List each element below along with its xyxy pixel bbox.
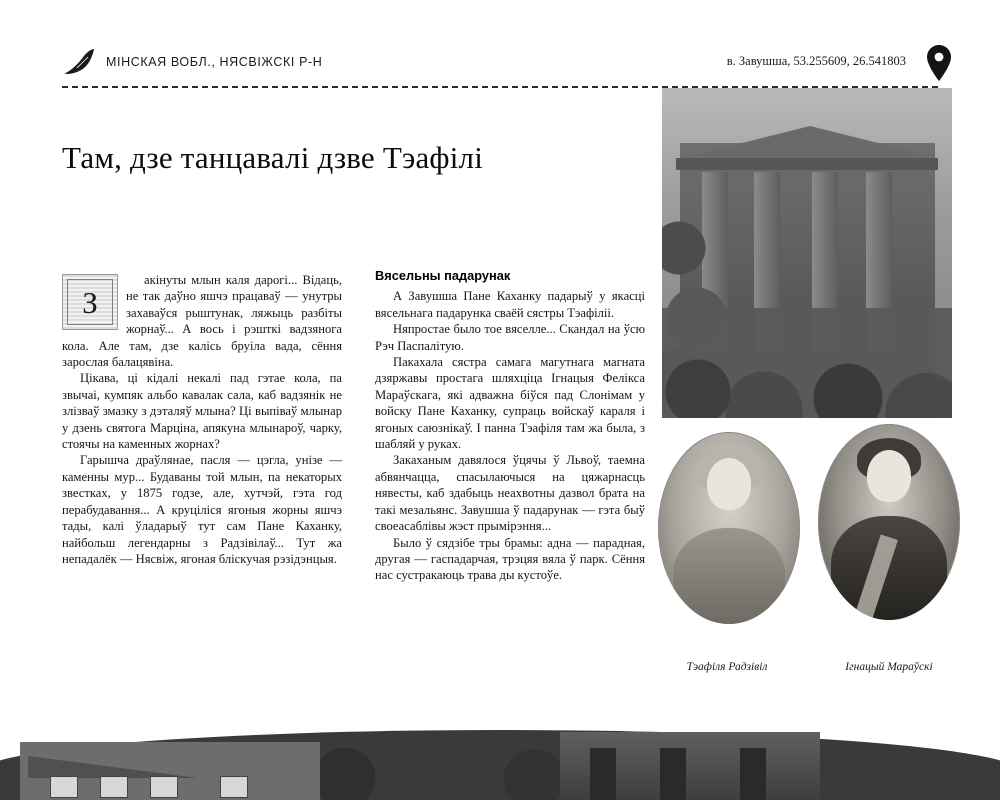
paragraph: Няпростае было тое вяселле... Скандал на ўсю Рэч Паспалітую.: [375, 322, 645, 353]
photo-caption: Ігнацый Мараўскі: [845, 661, 933, 673]
body-column-left: [62, 272, 342, 567]
drop-cap-stamp: [62, 274, 118, 330]
photo-opening: [660, 748, 686, 800]
photo-opening: [590, 748, 616, 800]
portrait-sash: [853, 534, 898, 620]
photo-pediment: [690, 126, 930, 156]
page-header: [62, 48, 952, 82]
paragraph: Цікава, ці кідалі некалі пад гэтае кола, па звычаі, кумпяк альбо кавалак сала, каб вадзянік не злізваў змазку з дэталяў млына? Ці выпіваў млынар у дзень святога Марціна, апякуна млынароў, чарку, стоячы на каменных жорнах?: [62, 371, 342, 452]
portrait-teafilia: [658, 432, 800, 624]
photo-window: [220, 776, 248, 798]
portrait-ignacy: [818, 424, 960, 620]
stamp-inner-frame: [67, 279, 113, 325]
photo-foliage: [662, 308, 952, 418]
photo-house: [20, 742, 320, 800]
photo-window: [50, 776, 78, 798]
landscape-ruins-photo: [0, 712, 1000, 800]
paragraph: Было ў сядзібе тры брамы: адна — парадная, другая — гаспадарчая, трэцяя вяла ў парк. Сёння нас сустракаюць трава ды кустоўе.: [375, 535, 645, 583]
photo-ruin: [560, 732, 820, 800]
location-label: в. Завушша, 53.255609, 26.541803: [726, 54, 906, 68]
paragraph: Гарышча драўлянае, пасля — цэгла, унізе — каменны мур... Будаваны той млын, па некаторых звестках, у 1875 годзе, але, хутчэй, гэта год перабудавання... А круціліся ягоныя жорны яшчэ тады, калі ўладарыў тут сам Пане Каханку, найбольш легендарны з Радзівілаў... Тут жа непадалёк — Нясвіж, ягоная бліскучая рэзідэнцыя.: [62, 453, 342, 566]
photo-cornice: [676, 158, 938, 170]
header-left-group: [62, 48, 322, 76]
paragraph: акінуты млын каля дарогі... Відаць, не так даўно яшчэ працаваў — унутры захаваўся рыштунак, ляжыць разбіты жорнаў... А вось і рэшткі вадзянога кола. Але там, дзе калісь бруіла вада, сёння зарослая балацявіна.: [62, 273, 342, 370]
portrait-uniform: [831, 516, 947, 620]
photo-roof: [28, 756, 198, 778]
paragraph: Закаханым давялося ўцячы ў Львоў, таемна абвянчацца, спасылаючыся на цяжарнасць нявесты, каб здабыць неахвотны дазвол брата на такі мезальянс. Завушша ў падарунак — гэта быў своеасаблівы жэст прымірэння...: [375, 453, 645, 534]
drop-cap-letter: З: [82, 284, 98, 320]
map-pin-icon: [926, 44, 952, 82]
region-label: МІНСКАЯ ВОБЛ., НЯСВІЖСКІ Р-Н: [106, 55, 323, 69]
portrait-dress: [673, 528, 785, 624]
body-column-right: [375, 268, 645, 584]
ruined-palace-photo: [662, 88, 952, 418]
feather-icon: [62, 48, 96, 76]
portrait-face: [867, 450, 911, 502]
portrait-face: [707, 458, 751, 510]
page-title: Там, дзе танцавалі дзве Тэафілі: [62, 140, 484, 175]
paragraph: А Завушша Пане Каханку падарыў у якасці вясельнага падарунка сваёй сястры Тэафілii.: [375, 289, 645, 320]
paragraph: Пакахала сястра самага магутнага магната дзяржавы простага шляхціца Ігнацыя Фелікса Мараўскага, які адважна біўся пад Слонімам у войску Пане Каханку, супраць войскаў караля і ягоных саюзнікаў. І панна Тэафіля там жа была, з шабляй у руках.: [375, 355, 645, 452]
photo-window: [150, 776, 178, 798]
photo-trees: [300, 736, 600, 800]
photo-window: [100, 776, 128, 798]
section-heading: Вясельны падарунак: [375, 268, 511, 283]
photo-caption: Тэафіля Радзівіл: [686, 661, 768, 673]
photo-opening: [740, 748, 766, 800]
